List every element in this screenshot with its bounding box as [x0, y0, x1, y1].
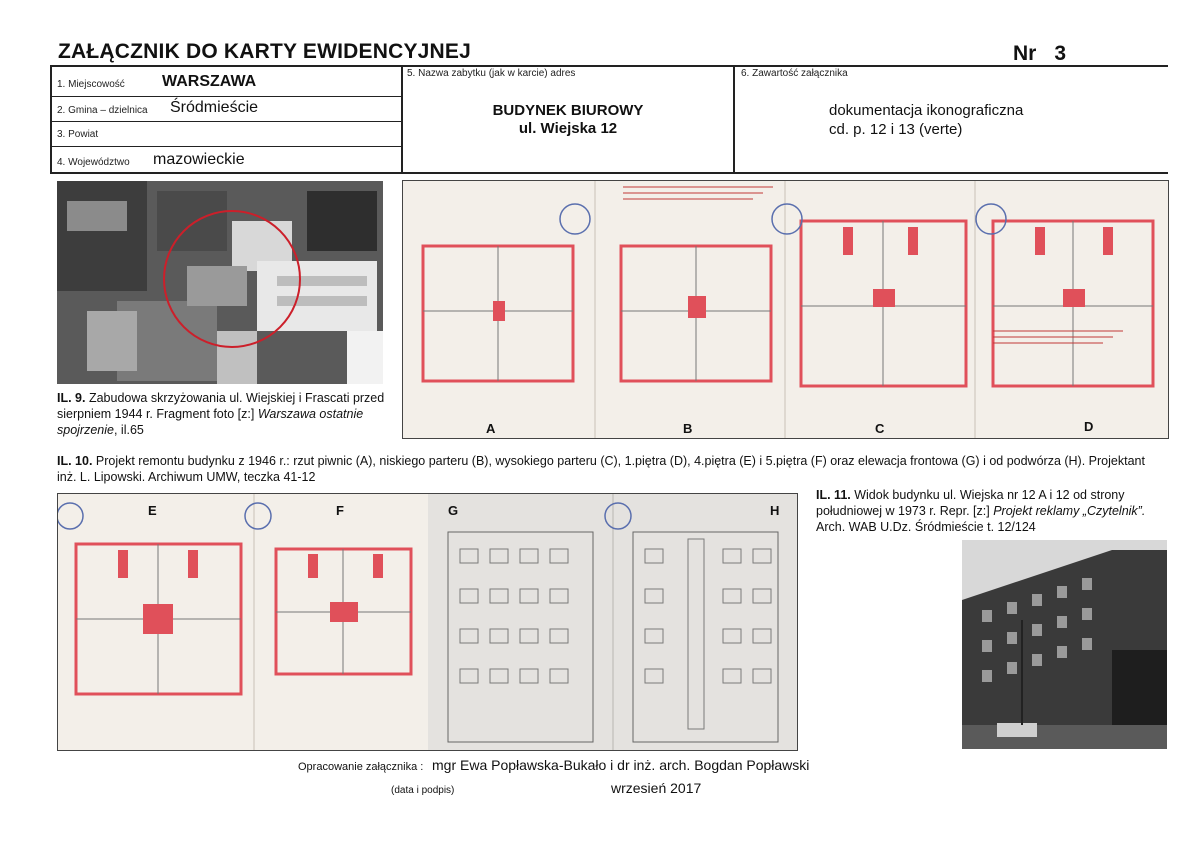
table-left-border — [50, 65, 52, 173]
il10-text: Projekt remontu budynku z 1946 r.: rzut piwnic (A), niskiego parteru (B), wysokiego parteru (C), 1.piętra (D), 4.piętra (E) i 5.piętra (F) oraz elewacja frontowa (G) i od podwórza (H). Projektant inż. L. Lipowski. Archiwum UMW, teczka 41-12 — [57, 454, 1145, 484]
il11-text: Widok budynku ul. Wiejska nr 12 A i 12 od strony południowej w 1973 r. Repr. [z:] — [816, 488, 1125, 518]
document-number — [1013, 42, 1066, 66]
il10-caption — [57, 453, 1167, 485]
il9-text: Zabudowa skrzyżowania ul. Wiejskiej i Frascati przed sierpniem 1944 r. Fragment foto [z:] — [57, 391, 385, 421]
nr-label: Nr — [1013, 42, 1037, 65]
plan-label-d: D — [1084, 419, 1094, 434]
building-photo-1973 — [962, 540, 1167, 749]
il9-number: IL. 9. — [57, 391, 86, 405]
powiat-label: 3. Powiat — [57, 129, 99, 140]
il9-tail: , il.65 — [113, 423, 144, 437]
col-divider — [733, 65, 735, 173]
row-divider — [50, 121, 402, 122]
header-rule — [50, 65, 1168, 67]
table-bottom-rule — [50, 172, 1168, 174]
wojewodztwo-value: mazowieckie — [153, 151, 245, 168]
nazwa-label: 5. Nazwa zabytku (jak w karcie) adres — [407, 68, 576, 79]
plan-label-h: H — [770, 503, 780, 518]
plan-label-g: G — [448, 503, 459, 518]
floor-plans-e-h — [57, 493, 798, 751]
il11-italic: Projekt reklamy „Czytelnik”. — [993, 504, 1146, 518]
il11-number: IL. 11. — [816, 488, 851, 502]
il11-caption — [816, 487, 1166, 535]
gmina-value: Śródmieście — [170, 99, 259, 116]
il9-italic: Warszawa ostatnie spojrzenie — [57, 407, 364, 437]
zawartosc-label: 6. Zawartość załącznika — [741, 68, 848, 79]
col-divider — [401, 65, 403, 173]
zawartosc-line1: dokumentacja ikonograficzna — [829, 102, 1024, 119]
plan-label-b: B — [683, 421, 693, 436]
nazwa-line2: ul. Wiejska 12 — [518, 120, 618, 137]
floor-plans-a-d — [402, 180, 1169, 439]
aerial-photo — [57, 181, 383, 384]
wojewodztwo-label: 4. Województwo — [57, 157, 130, 168]
gmina-label: 2. Gmina – dzielnica — [57, 105, 148, 116]
il10-number: IL. 10. — [57, 454, 93, 468]
zawartosc-line2: cd. p. 12 i 13 (verte) — [829, 121, 963, 138]
nr-value: 3 — [1054, 42, 1067, 65]
plan-label-c: C — [875, 421, 885, 436]
date-value: wrzesień 2017 — [611, 780, 702, 796]
date-label: (data i podpis) — [391, 785, 455, 796]
miejscowosc-value: WARSZAWA — [162, 73, 257, 90]
prepared-label: Opracowanie załącznika : — [298, 761, 424, 773]
row-divider — [50, 146, 402, 147]
row-divider — [50, 96, 402, 97]
nazwa-line1: BUDYNEK BIUROWY — [492, 102, 644, 119]
prepared-by: mgr Ewa Popławska-Bukało i dr inż. arch. Bogdan Popławski — [432, 757, 810, 773]
miejscowosc-label: 1. Miejscowość — [57, 79, 125, 90]
page-title: ZAŁĄCZNIK DO KARTY EWIDENCYJNEJ — [58, 40, 472, 63]
plan-label-f: F — [336, 503, 344, 518]
plan-label-e: E — [148, 503, 157, 518]
il11-tail: Arch. WAB U.Dz. Śródmieście t. 12/124 — [816, 520, 1036, 534]
plan-label-a: A — [486, 421, 496, 436]
il9-caption — [57, 390, 387, 438]
